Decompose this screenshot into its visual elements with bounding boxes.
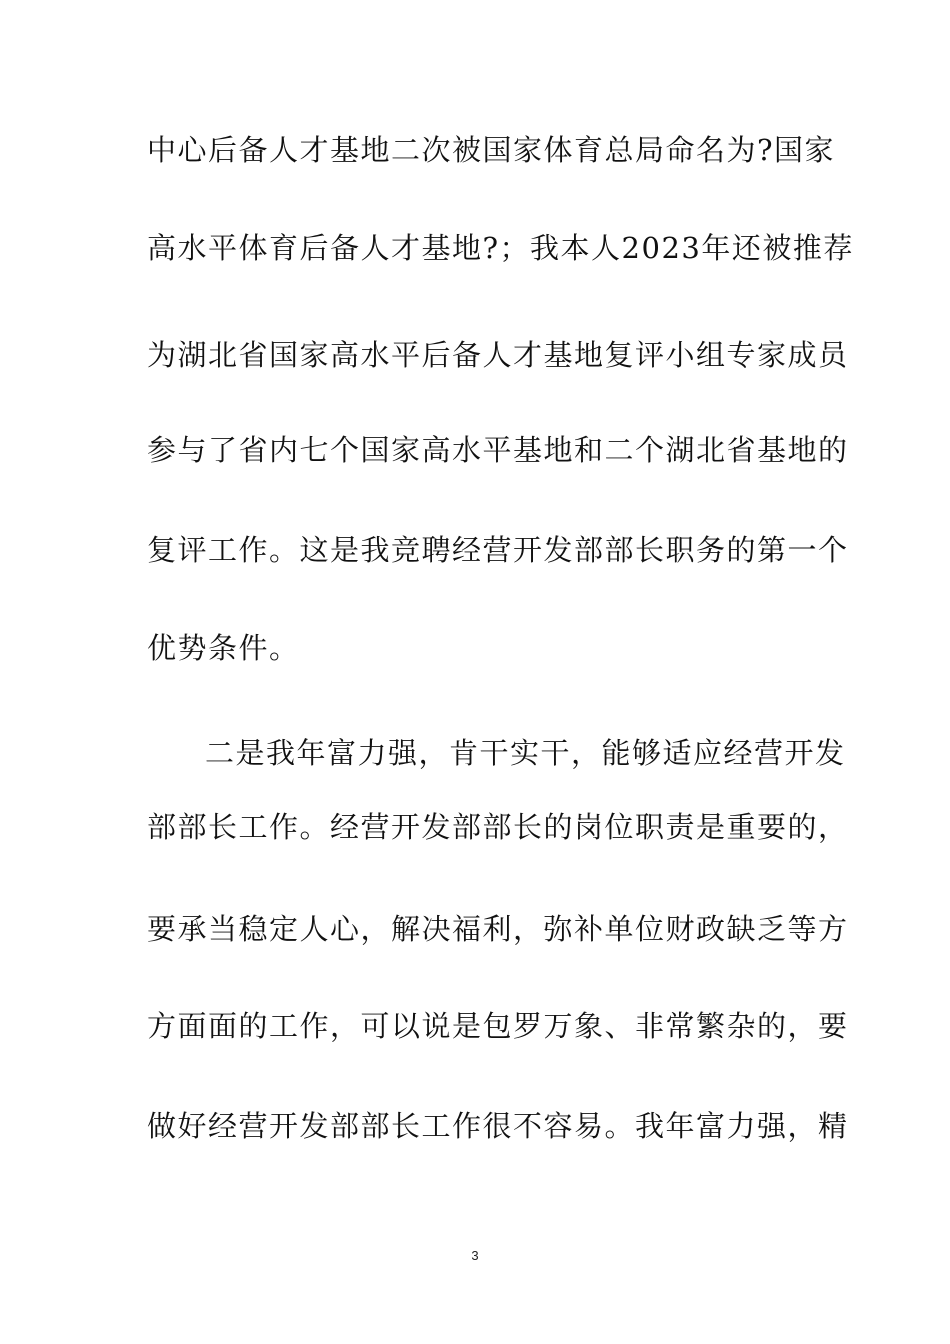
text-line: 为湖北省国家高水平后备人才基地复评小组专家成员	[147, 338, 849, 372]
text-line: 中心后备人才基地二次被国家体育总局命名为?国家	[147, 133, 836, 167]
text-line: 做好经营开发部部长工作很不容易。我年富力强，精	[147, 1109, 849, 1143]
text-line: 复评工作。这是我竞聘经营开发部部长职务的第一个	[147, 533, 849, 567]
paragraph-first-line: 二是我年富力强，肯干实干，能够适应经营开发	[205, 736, 846, 770]
text-line: 高水平体育后备人才基地?；我本人2023年还被推荐	[147, 231, 854, 265]
page-number: 3	[471, 1248, 479, 1263]
text-line: 部部长工作。经营开发部部长的岗位职责是重要的，	[147, 810, 849, 844]
text-line: 优势条件。	[147, 631, 300, 665]
text-line: 方面面的工作，可以说是包罗万象、非常繁杂的，要	[147, 1009, 849, 1043]
text-line: 参与了省内七个国家高水平基地和二个湖北省基地的	[147, 433, 849, 467]
text-line: 要承当稳定人心，解决福利，弥补单位财政缺乏等方	[147, 912, 849, 946]
